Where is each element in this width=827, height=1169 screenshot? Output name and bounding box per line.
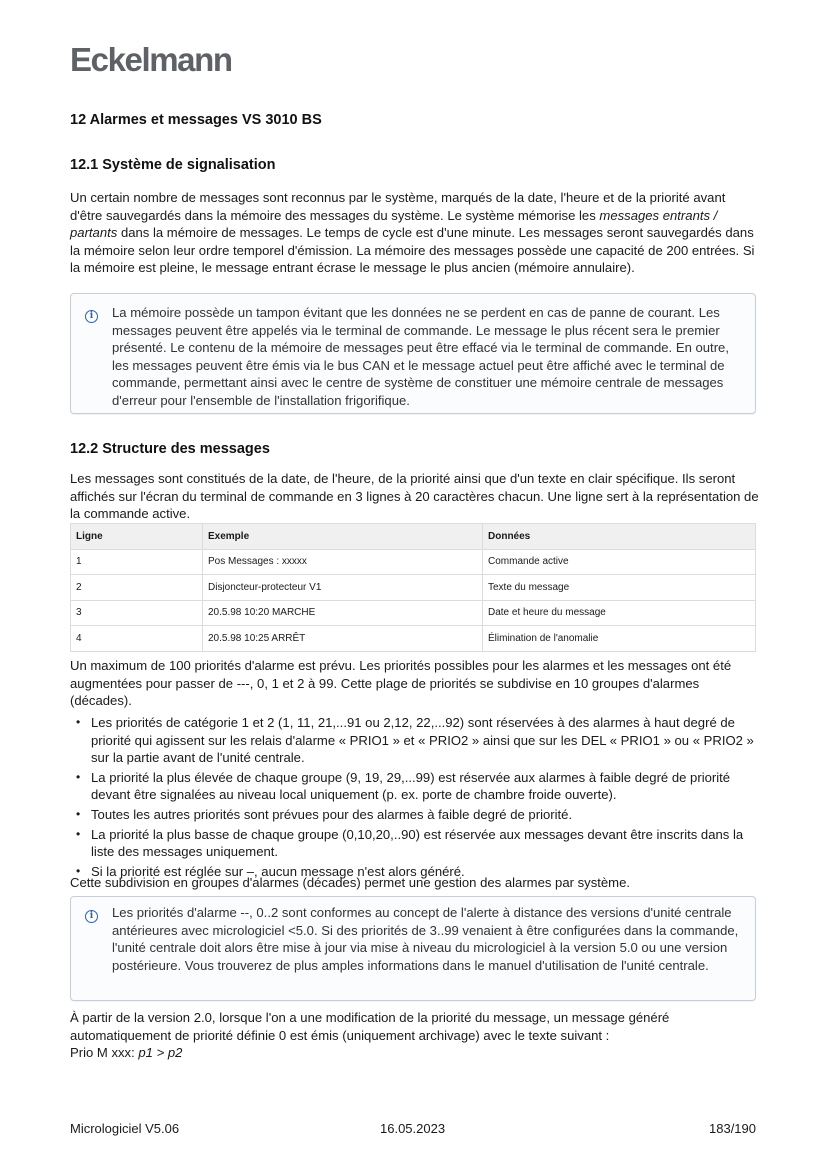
section-title-12-2: 12.2 Structure des messages: [70, 441, 270, 457]
footer-date: 16.05.2023: [380, 1121, 446, 1136]
paragraph-italic: messages entrants / partants: [70, 207, 718, 241]
priorities-paragraph: Un maximum de 100 priorités d'alarme est prévu. Les priorités possibles pour les alarmes et les messages ont été augmentées pour passer de ---, 0, 1 et 2 à 99. Cette plage de priorités se subdivise en 10 groupes d'alarmes (décades).: [70, 658, 732, 709]
paragraph-text: dans la mémoire de messages. Le temps de cycle est d'une minute. Les messages seront sauvegardés dans la mémoire selon leur ordre temporel d'émission. La mémoire des messages possède une capacité de 200 entrées. Si la mémoire est pleine, le message entrant écrase le message le plus ancien (mémoire annulaire).: [70, 225, 755, 276]
cell-ligne: 4: [71, 626, 203, 652]
cell-ligne: 3: [71, 600, 203, 626]
eckelmann-logo: Eckelmann: [70, 41, 232, 78]
table-header-row: [71, 524, 756, 550]
list-item: • La priorité la plus basse de chaque groupe (0,10,20,..90) est réservée aux messages devant être inscrits dans la liste des messages uniquement.: [70, 826, 760, 861]
structure-intro-paragraph: Les messages sont constitués de la date, de l'heure, de la priorité ainsi que d'un texte en clair spécifique. Ils seront affichés sur l'écran du terminal de commande en 3 lignes à 20 caractères chacun. Une ligne sert à la représentation de la commande active.: [70, 471, 759, 522]
note-text: Les priorités d'alarme --, 0..2 sont conformes au concept de l'alerte à distance des versions d'unité centrale antérieures avec micrologiciel <5.0. Si des priorités de 3..99 venaient à être configurées dans la commande, l'unité centrale doit alors être mise à jour via mise à niveau du micrologiciel à la version 5.0 ou une version postérieure. Vous trouverez de plus amples informations dans le manuel d'utilisation de l'unité centrale.: [112, 905, 739, 973]
footer-page-number: 183/190: [709, 1121, 756, 1136]
prio-line-prefix: Prio M xxx:: [70, 1045, 139, 1060]
prio-line: [70, 1044, 760, 1062]
info-note-memory: [70, 293, 756, 414]
footer-firmware-version: Micrologiciel V5.06: [70, 1121, 180, 1136]
info-icon: i: [85, 910, 98, 923]
table-row: [71, 600, 756, 626]
note-text: La mémoire possède un tampon évitant que les données ne se perdent en cas de panne de courant. Les messages peuvent être appelés via le terminal de commande. Le message le plus récent sera le premier présenté. Le contenu de la mémoire de messages peut être effacé via le terminal de commande. En outre, les messages peuvent être émis via le bus CAN et le message actuel peut être affiché avec le terminal de commande, permettant ainsi avec le centre de système de constituer une mémoire centrale de messages d'erreur pour l'ensemble de l'installation frigorifique.: [112, 305, 729, 408]
cell-exemple: Pos Messages : xxxxx: [203, 549, 483, 575]
cell-exemple: Disjoncteur-protecteur V1: [203, 575, 483, 601]
info-note-priorities: [70, 896, 756, 1001]
list-item: • La priorité la plus élevée de chaque groupe (9, 19, 29,...99) est réservée aux alarmes à faible degré de priorité devant être signalées au niveau local uniquement (p. ex. porte de chambre froide ouverte).: [70, 769, 760, 804]
cell-donnees: Texte du message: [483, 575, 756, 601]
list-item: • Les priorités de catégorie 1 et 2 (1, 11, 21,...91 ou 2,12, 22,...92) sont réservées à des alarmes à haut degré de priorité qui agissent sur les relais d'alarme « PRIO1 » et « PRIO2 » ainsi que sur les DEL « PRIO1 » ou « PRIO2 » sur la partie avant de l'unité centrale.: [70, 714, 760, 767]
column-header-exemple: Exemple: [203, 524, 483, 550]
cell-exemple: 20.5.98 10:25 ARRÊT: [203, 626, 483, 652]
table-row: [71, 626, 756, 652]
section-title-12-1: 12.1 Système de signalisation: [70, 157, 276, 173]
signalisation-paragraph: [70, 189, 760, 277]
cell-donnees: Commande active: [483, 549, 756, 575]
list-item: • Toutes les autres priorités sont prévues pour des alarmes à faible degré de priorité.: [70, 806, 760, 824]
table-row: [71, 575, 756, 601]
cell-exemple: 20.5.98 10:20 MARCHE: [203, 600, 483, 626]
column-header-donnees: Données: [483, 524, 756, 550]
info-icon: i: [85, 310, 98, 323]
cell-ligne: 1: [71, 549, 203, 575]
cell-donnees: Élimination de l'anomalie: [483, 626, 756, 652]
priority-rules-list: [70, 714, 760, 882]
column-header-ligne: Ligne: [71, 524, 203, 550]
paragraph-text: Un certain nombre de messages sont reconnus par le système, marqués de la date, l'heure et de la priorité avant d'être sauvegardés dans la mémoire des messages du système. Le système mémorise les: [70, 190, 726, 223]
subdivision-paragraph: Cette subdivision en groupes d'alarmes (décades) permet une gestion des alarmes par système.: [70, 875, 631, 890]
message-structure-table: [70, 523, 756, 652]
table-row: [71, 549, 756, 575]
chapter-title: 12 Alarmes et messages VS 3010 BS: [70, 112, 322, 128]
prio-line-italic: p1 > p2: [138, 1045, 183, 1060]
version-paragraph: À partir de la version 2.0, lorsque l'on a une modification de la priorité du message, un message généré automatiquement de priorité définie 0 est émis (uniquement archivage) avec le texte suivant :: [70, 1010, 670, 1043]
cell-donnees: Date et heure du message: [483, 600, 756, 626]
list-item: • Si la priorité est réglée sur –, aucun message n'est alors généré.: [70, 863, 760, 881]
cell-ligne: 2: [71, 575, 203, 601]
